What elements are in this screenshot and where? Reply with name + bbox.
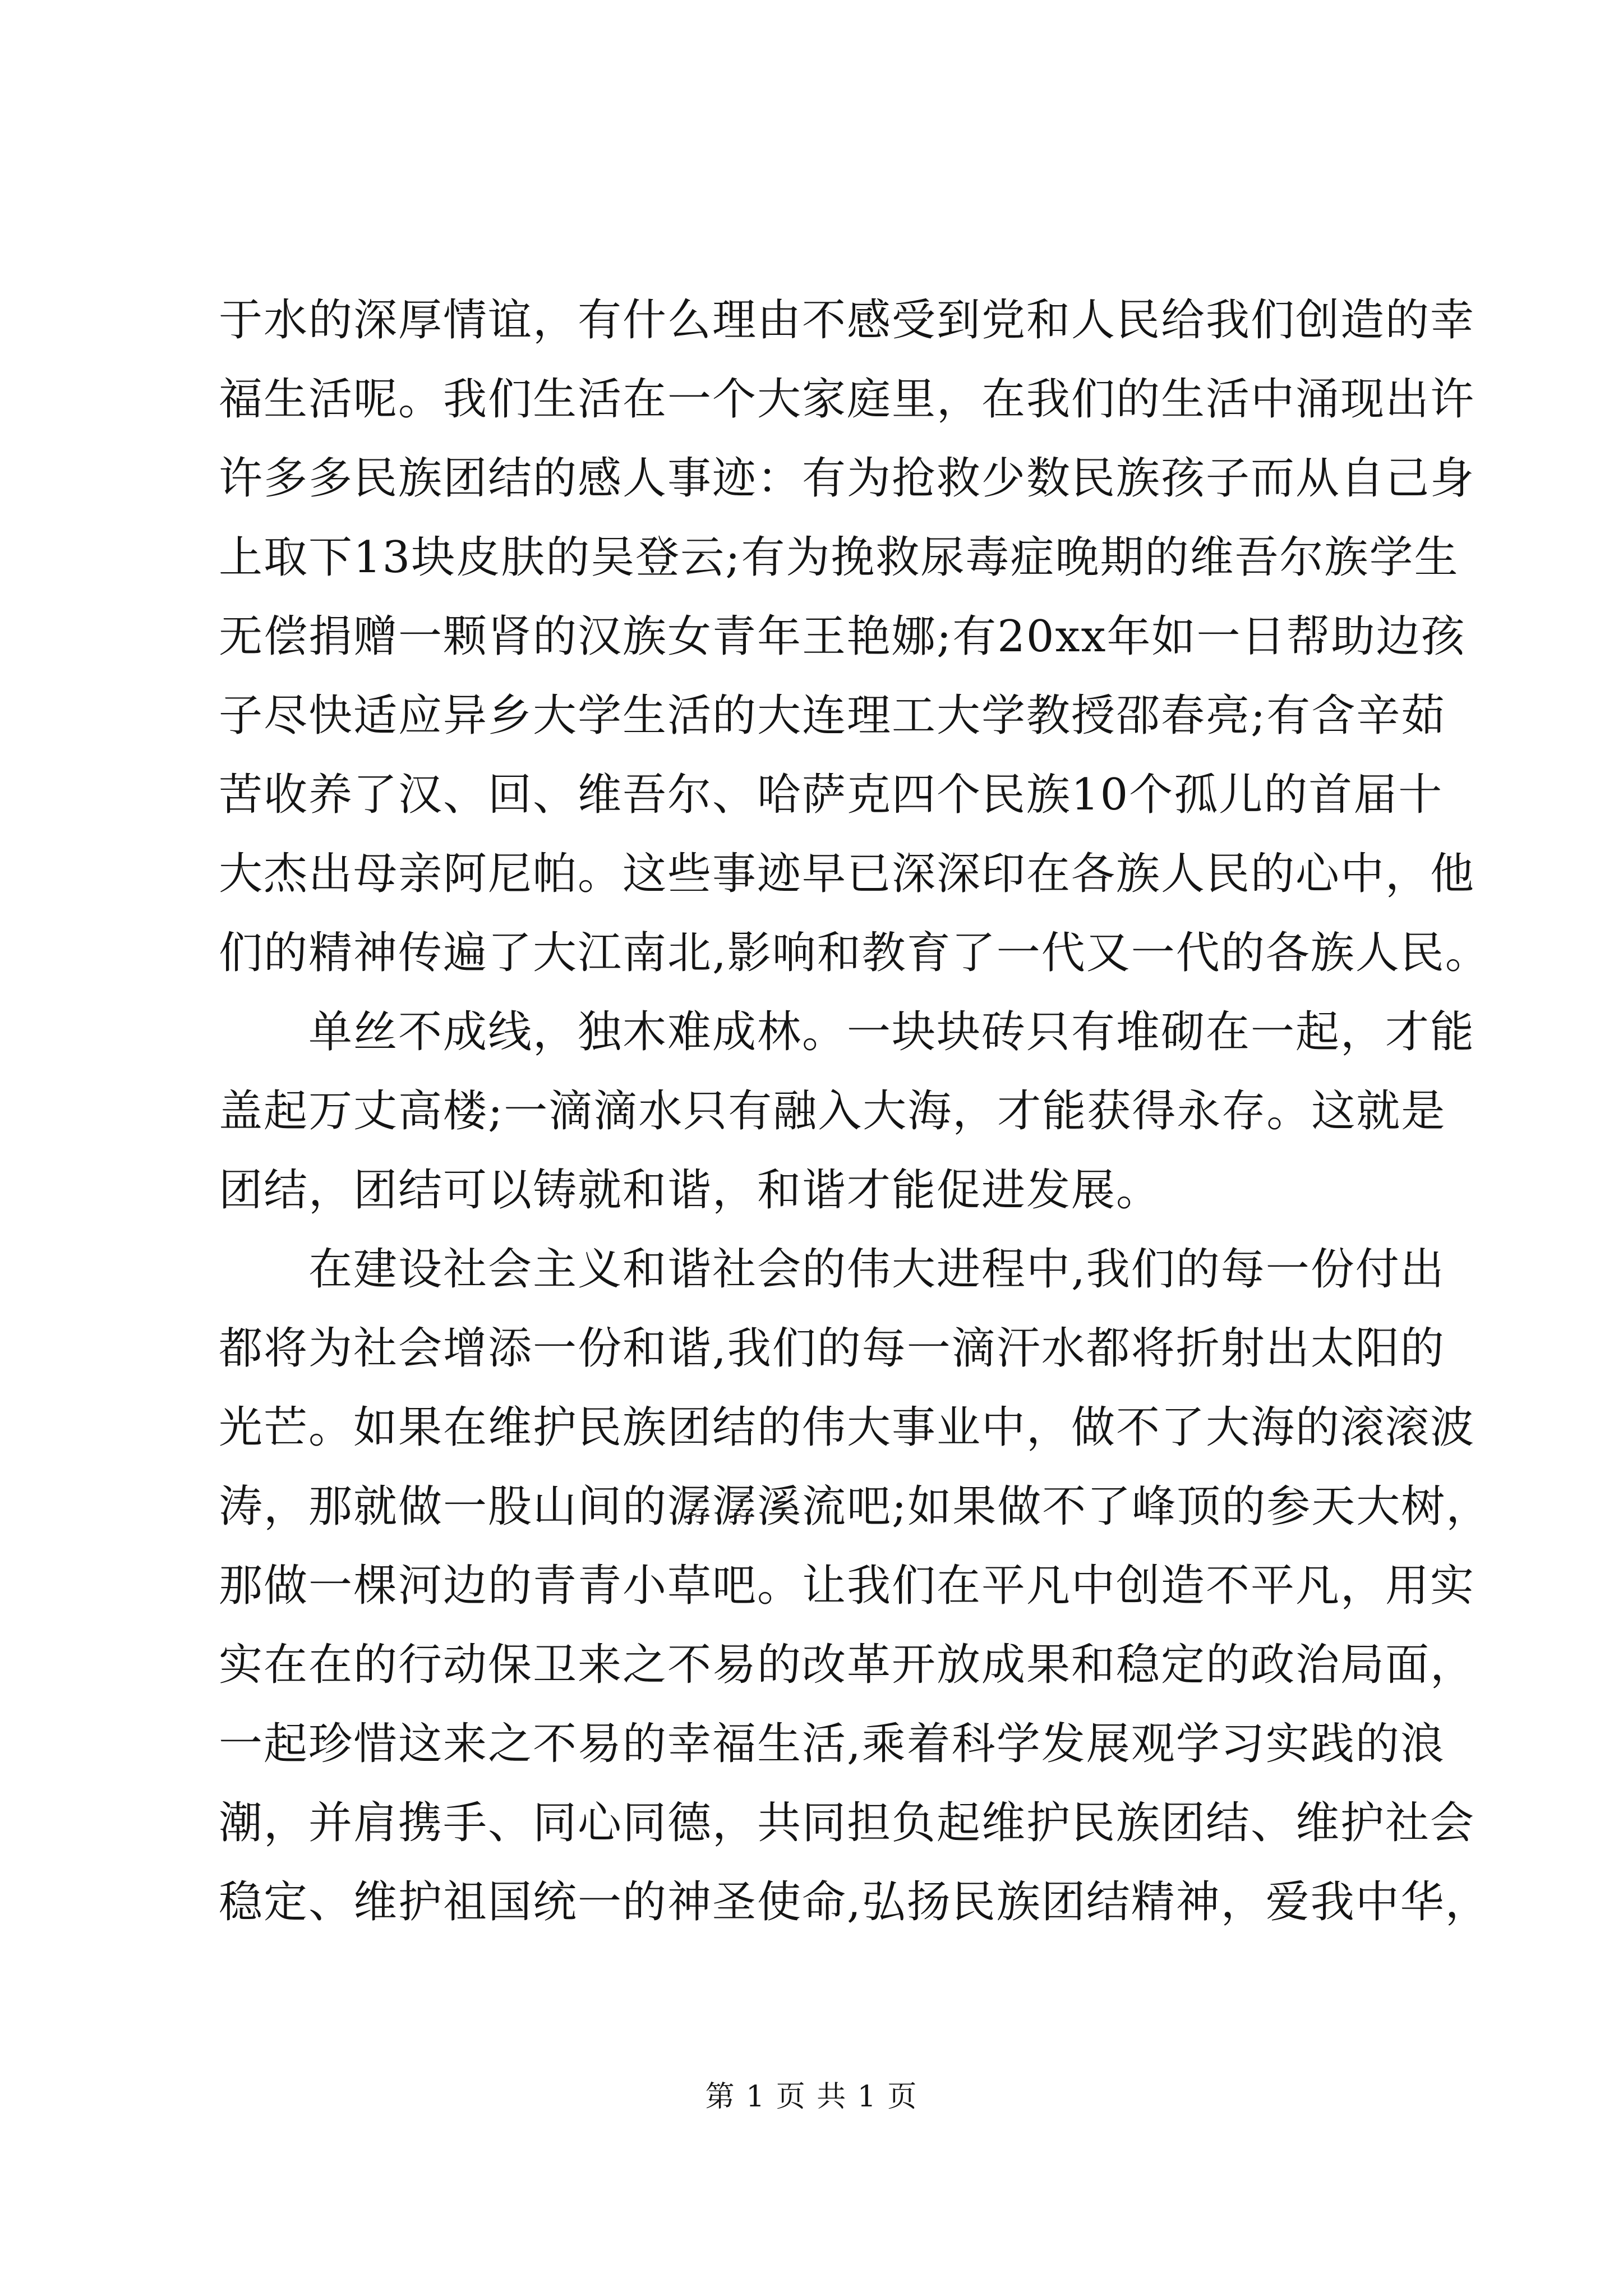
text-line: 们的精神传遍了大江南北,影响和教育了一代又一代的各族人民。 (219, 928, 1490, 978)
text-line: 那做一棵河边的青青小草吧。让我们在平凡中创造不平凡，用实 (219, 1561, 1476, 1611)
text-line: 无偿捐赠一颗肾的汉族女青年王艳娜;有20xx年如一日帮助边孩 (219, 611, 1466, 662)
text-line: 子尽快适应异乡大学生活的大连理工大学教授邵春亮;有含辛茹 (219, 691, 1446, 741)
text-line: 涛，那就做一股山间的潺潺溪流吧;如果做不了峰顶的参天大树， (219, 1481, 1491, 1532)
text-line: 许多多民族团结的感人事迹：有为抢救少数民族孩子而从自己身 (219, 453, 1476, 504)
text-line: 潮，并肩携手、同心同德，共同担负起维护民族团结、维护社会 (219, 1798, 1476, 1848)
text-line: 光芒。如果在维护民族团结的伟大事业中，做不了大海的滚滚波 (219, 1402, 1476, 1453)
text-line: 于水的深厚情谊，有什么理由不感受到党和人民给我们创造的幸 (219, 295, 1476, 346)
text-line: 盖起万丈高楼;一滴滴水只有融入大海，才能获得永存。这就是 (219, 1086, 1446, 1137)
text-line: 团结，团结可以铸就和谐，和谐才能促进发展。 (219, 1165, 1161, 1216)
text-line: 上取下13块皮肤的吴登云;有为挽救尿毒症晚期的维吾尔族学生 (219, 532, 1459, 583)
page-number-footer: 第 1 页 共 1 页 (705, 2080, 918, 2114)
text-line: 单丝不成线，独木难成林。一块块砖只有堆砌在一起，才能 (219, 1007, 1476, 1057)
document-body (219, 289, 1491, 1950)
text-line: 大杰出母亲阿尼帕。这些事迹早已深深印在各族人民的心中，他 (219, 849, 1476, 899)
text-line: 一起珍惜这来之不易的幸福生活,乘着科学发展观学习实践的浪 (219, 1719, 1445, 1769)
text-line: 都将为社会增添一份和谐,我们的每一滴汗水都将折射出太阳的 (219, 1323, 1445, 1374)
text-line: 稳定、维护祖国统一的神圣使命,弘扬民族团结精神，爱我中华， (219, 1877, 1490, 1927)
text-line: 苦收养了汉、回、维吾尔、哈萨克四个民族10个孤儿的首届十 (219, 770, 1444, 820)
text-line: 实在在的行动保卫来之不易的改革开放成果和稳定的政治局面， (219, 1640, 1476, 1690)
text-line: 在建设社会主义和谐社会的伟大进程中,我们的每一份付出 (219, 1244, 1445, 1295)
text-line: 福生活呢。我们生活在一个大家庭里，在我们的生活中涌现出许 (219, 374, 1476, 425)
